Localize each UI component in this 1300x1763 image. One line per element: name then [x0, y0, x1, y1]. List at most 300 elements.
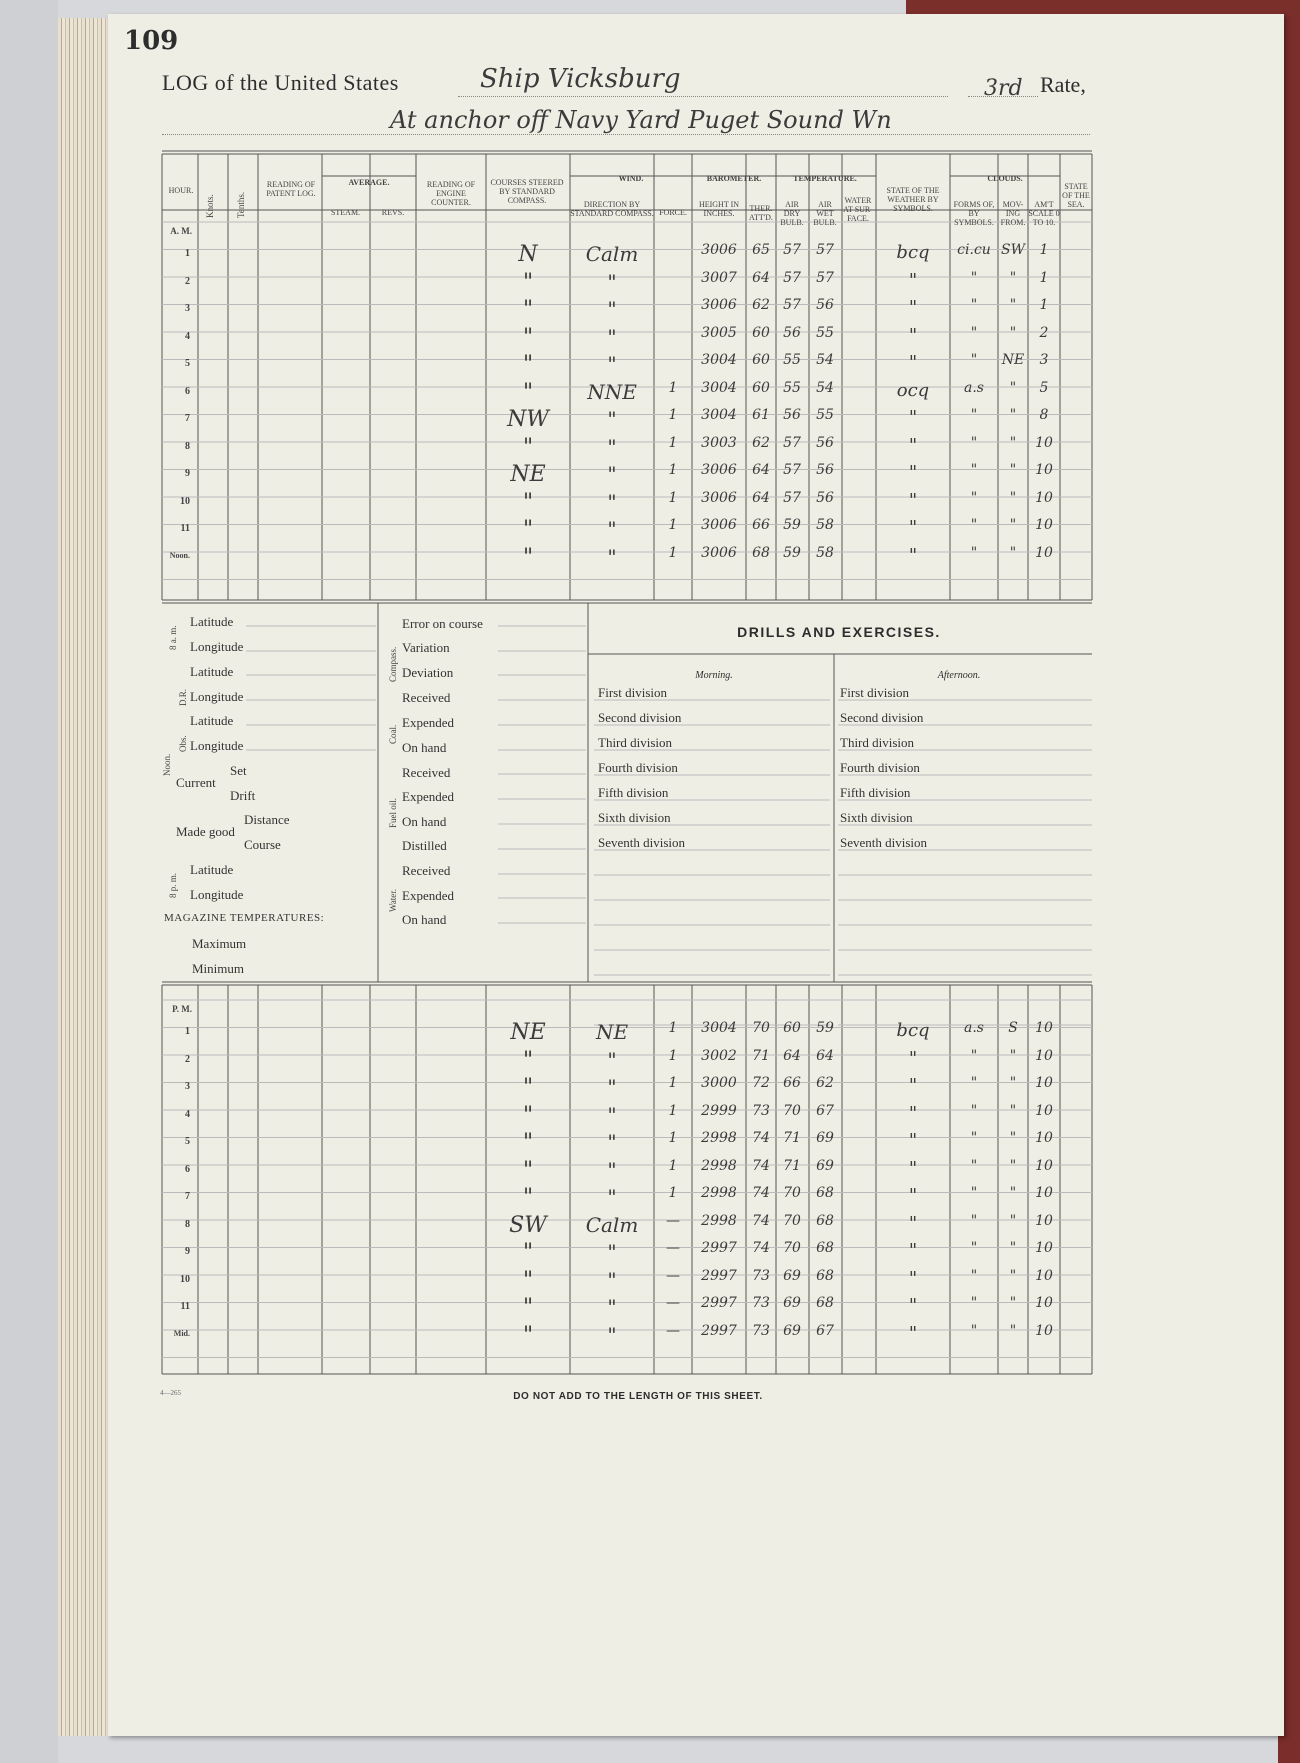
afternoon-division-7: Seventh division [840, 835, 928, 850]
am-moving: " [1009, 324, 1017, 341]
page-number: 109 [124, 26, 179, 56]
am-dry: 57 [783, 269, 801, 286]
am-forms: " [970, 407, 978, 423]
am-dry: 57 [783, 242, 801, 258]
pm-weather: " [908, 1157, 918, 1179]
rate-suffix: Rate, [1040, 72, 1086, 97]
am-moving: " [1009, 434, 1017, 451]
pm-forms: " [970, 1267, 978, 1284]
am-amount: 3 [1039, 352, 1049, 368]
am-forms: " [970, 544, 978, 561]
pm-amount: 10 [1035, 1267, 1053, 1284]
coal-received-label: Received [402, 690, 451, 705]
pm-course: " [522, 1322, 534, 1348]
am-hour: 9 [185, 468, 190, 479]
am-weather: " [908, 489, 918, 511]
morning-label: Morning. [695, 670, 733, 681]
pm-weather: " [908, 1212, 918, 1234]
am-direction: " [607, 269, 617, 294]
pm-amount: 10 [1035, 1102, 1053, 1119]
hdr-ther: THER. ATT'D. [749, 204, 773, 222]
pm-wet: 68 [816, 1212, 834, 1229]
pm-direction: " [607, 1240, 617, 1264]
pm-forms: " [970, 1130, 978, 1146]
am-course: " [522, 489, 534, 515]
am-forms: a.s [964, 379, 984, 396]
pm-forms: " [970, 1322, 978, 1339]
pm-hour: 5 [185, 1136, 190, 1147]
location: At anchor off Navy Yard Puget Sound Wn [390, 106, 892, 134]
pm-dry: 70 [783, 1240, 801, 1256]
afternoon-division-4: Fourth division [840, 760, 920, 775]
pm-label: P. M. [172, 1004, 192, 1014]
footer-notice: DO NOT ADD TO THE LENGTH OF THIS SHEET. [513, 1391, 763, 1402]
am-force: 1 [668, 544, 678, 561]
pm-direction: " [607, 1185, 617, 1209]
pm-hour: 9 [185, 1246, 190, 1257]
hdr-wet: AIR WET BULB. [813, 200, 837, 227]
am-height: 3006 [701, 297, 737, 313]
hdr-tenths: Tenths. [236, 191, 246, 218]
pm-amount: 10 [1035, 1130, 1053, 1146]
pm-force: 1 [668, 1102, 678, 1119]
pm-force: 1 [668, 1157, 678, 1174]
am-ther: 68 [752, 544, 770, 561]
pm-direction: NE [595, 1020, 629, 1044]
am-height: 3006 [701, 489, 737, 506]
am-amount: 2 [1039, 324, 1049, 341]
am-weather: " [908, 517, 918, 538]
pm-course: " [522, 1102, 534, 1128]
water-expended-label: Expended [402, 888, 454, 903]
pm-force: 1 [668, 1020, 678, 1036]
pm-hour: 4 [185, 1108, 190, 1120]
am-course: " [522, 352, 534, 377]
hdr-water: WATER AT SUR-FACE. [843, 196, 873, 223]
am-force: 1 [668, 517, 678, 533]
am-amount: 10 [1035, 462, 1053, 478]
page-edges [58, 18, 108, 1736]
oil-received-label: Received [402, 765, 451, 780]
pm-weather: " [908, 1102, 918, 1124]
am-forms: ci.cu [957, 242, 991, 258]
pm-wet: 68 [816, 1240, 834, 1256]
morning-division-5: Fifth division [598, 785, 669, 800]
am-wet: 58 [816, 544, 834, 561]
pm-weather: " [908, 1075, 918, 1096]
afternoon-division-1: First division [840, 685, 909, 700]
am-hour: 8 [185, 440, 190, 452]
am-height: 3004 [701, 407, 737, 423]
pm-course: " [522, 1295, 534, 1320]
hdr-knots: Knots. [205, 194, 215, 218]
am-weather: " [908, 269, 918, 291]
pm-direction: " [607, 1157, 617, 1182]
am-moving: SW [1001, 242, 1025, 258]
am-moving: " [1009, 379, 1017, 396]
am-label: A. M. [170, 226, 192, 236]
pm-weather: " [908, 1047, 918, 1069]
compass-tag: Compass. [388, 646, 398, 682]
am-hour: Noon. [169, 550, 190, 560]
error-on-course-label: Error on course [402, 616, 483, 631]
am-weather: " [908, 462, 918, 483]
pm-hour: 6 [185, 1163, 190, 1175]
pm-moving: " [1009, 1157, 1017, 1174]
am-height: 3004 [701, 352, 737, 368]
afternoon-division-3: Third division [840, 735, 915, 750]
pm-course: " [522, 1267, 534, 1293]
pm-weather: " [908, 1185, 918, 1206]
pm-ther: 72 [752, 1075, 770, 1091]
pm-wet: 69 [816, 1157, 834, 1174]
morning-division-3: Third division [598, 735, 673, 750]
hdr-engine-counter: READING OF ENGINE COUNTER. [426, 180, 476, 207]
am-wet: 56 [816, 297, 834, 313]
pm-wet: 59 [816, 1020, 834, 1036]
am-weather: " [908, 352, 918, 373]
afternoon-division-2: Second division [840, 710, 924, 725]
am-course: " [522, 269, 534, 295]
am-ther: 65 [752, 242, 770, 258]
am-forms: " [970, 324, 978, 341]
afternoon-label: Afternoon. [937, 670, 981, 681]
pm-weather: " [908, 1295, 918, 1316]
pm-force: — [666, 1322, 680, 1339]
pm-dry: 66 [783, 1075, 801, 1091]
pm-weather: " [908, 1322, 918, 1344]
morning-division-1: First division [598, 685, 667, 700]
pm-moving: " [1009, 1267, 1017, 1284]
am-height: 3006 [701, 544, 737, 561]
am-force: 1 [668, 434, 678, 451]
pm-forms: " [970, 1295, 978, 1311]
pm-forms: " [970, 1157, 978, 1174]
pm-ther: 73 [752, 1102, 770, 1119]
pm-moving: " [1009, 1322, 1017, 1339]
am-weather: " [908, 434, 918, 456]
am-moving: " [1009, 544, 1017, 561]
am-hour: 6 [185, 385, 190, 397]
pm-wet: 64 [816, 1047, 834, 1064]
hdr-average: AVERAGE. [348, 178, 390, 187]
pm-forms: " [970, 1212, 978, 1229]
pm-amount: 10 [1035, 1295, 1053, 1311]
pm-dry: 70 [783, 1102, 801, 1119]
am-ther: 66 [752, 517, 770, 533]
hdr-sea: STATE OF THE SEA. [1062, 182, 1090, 209]
hdr-height: HEIGHT IN INCHES. [698, 200, 740, 218]
maximum-label: Maximum [192, 936, 247, 951]
am-wet: 55 [816, 407, 834, 423]
dr-longitude: Longitude [190, 689, 244, 704]
am-hour: 2 [185, 275, 190, 287]
drift-label: Drift [230, 788, 256, 803]
am-amount: 1 [1039, 297, 1049, 313]
pm-force: — [666, 1295, 680, 1311]
am-wet: 54 [816, 379, 834, 396]
variation-label: Variation [402, 640, 450, 655]
am-dry: 57 [783, 434, 801, 451]
am-moving: " [1009, 407, 1017, 423]
pm-moving: " [1009, 1102, 1017, 1119]
am-ther: 62 [752, 297, 770, 313]
pm-course: " [522, 1185, 534, 1210]
pm-force: — [666, 1240, 680, 1256]
am-height: 3005 [701, 324, 737, 341]
afternoon-division-5: Fifth division [840, 785, 911, 800]
am-direction: " [607, 297, 617, 321]
pm-hour: 11 [180, 1301, 190, 1312]
am-ther: 60 [752, 379, 770, 396]
pm-height: 2998 [701, 1130, 737, 1146]
am-height: 3006 [701, 517, 737, 533]
am-forms: " [970, 462, 978, 478]
deviation-label: Deviation [402, 665, 454, 680]
pm-moving: " [1009, 1130, 1017, 1146]
am-direction: " [607, 517, 617, 541]
pm-amount: 10 [1035, 1212, 1053, 1229]
am-course: " [522, 434, 534, 460]
am-wet: 58 [816, 517, 834, 533]
hdr-courses: COURSES STEERED BY STANDARD COMPASS. [490, 178, 564, 205]
oil-expended-label: Expended [402, 789, 454, 804]
am-dry: 55 [783, 352, 801, 368]
pm-amount: 10 [1035, 1322, 1053, 1339]
am-forms: " [970, 434, 978, 451]
pm-dry: 71 [783, 1157, 801, 1174]
am-wet: 54 [816, 352, 834, 368]
am8-tag: 8 a. m. [168, 625, 178, 650]
am-hour: 11 [180, 523, 190, 534]
water-tag: Water. [388, 888, 398, 912]
am-direction: " [607, 352, 617, 376]
am-amount: 5 [1039, 379, 1049, 396]
am8-longitude: Longitude [190, 639, 244, 654]
am-wet: 57 [816, 242, 834, 258]
am-forms: " [970, 489, 978, 506]
pm-amount: 10 [1035, 1075, 1053, 1091]
pm-height: 2998 [701, 1212, 737, 1229]
hdr-barometer: BAROMETER. [706, 174, 762, 183]
pm-dry: 69 [783, 1295, 801, 1311]
pm-hour: 10 [180, 1273, 190, 1285]
book-binding [0, 0, 58, 1763]
pm-forms: " [970, 1047, 978, 1064]
am-ther: 64 [752, 269, 770, 286]
pm-weather: " [908, 1240, 918, 1261]
am-course: " [522, 324, 534, 350]
am8-latitude: Latitude [190, 614, 234, 629]
made-good-label: Made good [176, 824, 235, 839]
pm-ther: 74 [752, 1130, 770, 1146]
am-forms: " [970, 352, 978, 368]
pm-amount: 10 [1035, 1047, 1053, 1064]
pm-hour: 3 [185, 1081, 190, 1092]
am-force: 1 [668, 407, 678, 423]
pm-direction: " [607, 1322, 617, 1347]
am-moving: " [1009, 269, 1017, 286]
pm-ther: 74 [752, 1185, 770, 1201]
pm-force: 1 [668, 1185, 678, 1201]
pm-moving: " [1009, 1185, 1017, 1201]
pm8-tag: 8 p. m. [168, 872, 178, 898]
pm-ther: 74 [752, 1212, 770, 1229]
noon-tag: Noon. [162, 753, 172, 776]
am-dry: 56 [783, 407, 801, 423]
am-dry: 59 [783, 517, 801, 533]
pm-height: 2998 [701, 1157, 737, 1174]
am-moving: " [1009, 297, 1017, 313]
pm-amount: 10 [1035, 1157, 1053, 1174]
pm-forms: " [970, 1102, 978, 1119]
pm-height: 3004 [701, 1020, 737, 1036]
pm-wet: 68 [816, 1295, 834, 1311]
am-weather: bcq [896, 242, 930, 263]
pm-height: 2997 [701, 1295, 737, 1311]
pm-height: 2997 [701, 1322, 737, 1339]
pm8-longitude: Longitude [190, 887, 244, 902]
pm8-latitude: Latitude [190, 862, 234, 877]
title-prefix: LOG of the United States [162, 70, 399, 95]
pm-hour: 8 [185, 1218, 190, 1230]
pm-dry: 71 [783, 1130, 801, 1146]
water-received-label: Received [402, 863, 451, 878]
am-dry: 55 [783, 379, 801, 396]
dr-latitude: Latitude [190, 664, 234, 679]
am-wet: 57 [816, 269, 834, 286]
hdr-revs: REVS. [381, 208, 405, 217]
pm-forms: " [970, 1185, 978, 1201]
am-dry: 57 [783, 462, 801, 478]
am-direction: " [607, 324, 617, 349]
oil-on-hand-label: On hand [402, 814, 447, 829]
pm-height: 2998 [701, 1185, 737, 1201]
pm-amount: 10 [1035, 1185, 1053, 1201]
pm-direction: " [607, 1267, 617, 1292]
pm-amount: 10 [1035, 1020, 1053, 1036]
am-weather: ocq [896, 379, 930, 401]
pm-height: 2999 [701, 1102, 737, 1119]
am-weather: " [908, 324, 918, 346]
pm-moving: " [1009, 1240, 1017, 1256]
am-moving: " [1009, 517, 1017, 533]
am-moving: " [1009, 489, 1017, 506]
pm-direction: " [607, 1130, 617, 1154]
pm-wet: 69 [816, 1130, 834, 1146]
pm-forms: a.s [964, 1020, 984, 1036]
hdr-forms: FORMS OF, BY SYMBOLS. [953, 200, 995, 227]
hdr-amount: AM'T SCALE 0 TO 10. [1028, 200, 1060, 227]
am-amount: 8 [1039, 407, 1049, 423]
am-ther: 64 [752, 462, 770, 478]
magazine-label: MAGAZINE TEMPERATURES: [164, 912, 325, 924]
pm-weather: " [908, 1130, 918, 1151]
am-dry: 57 [783, 489, 801, 506]
am-force: 1 [668, 462, 678, 478]
hdr-moving: MOV-ING FROM. [1000, 200, 1026, 227]
am-amount: 10 [1035, 517, 1053, 533]
hdr-weather: STATE OF THE WEATHER BY SYMBOLS. [886, 186, 940, 213]
am-wet: 56 [816, 462, 834, 478]
pm-wet: 62 [816, 1075, 834, 1091]
morning-division-2: Second division [598, 710, 682, 725]
rate-value: 3rd [984, 76, 1023, 101]
am-wet: 55 [816, 324, 834, 341]
current-label: Current [176, 775, 216, 790]
hdr-force: FORCE. [659, 208, 687, 217]
pm-dry: 60 [783, 1020, 801, 1036]
am-ther: 60 [752, 324, 770, 341]
pm-force: 1 [668, 1075, 678, 1091]
am-ther: 60 [752, 352, 770, 368]
pm-dry: 69 [783, 1267, 801, 1284]
pm-ther: 74 [752, 1157, 770, 1174]
pm-hour: 1 [185, 1026, 190, 1037]
am-course: NW [507, 407, 549, 432]
am-height: 3007 [701, 269, 737, 286]
am-direction: " [607, 434, 617, 459]
pm-wet: 67 [816, 1322, 834, 1339]
pm-moving: " [1009, 1047, 1017, 1064]
pm-course: NE [510, 1020, 546, 1045]
pm-direction: " [607, 1047, 617, 1072]
am-force: 1 [668, 379, 678, 396]
obs-tag: Obs. [178, 735, 188, 752]
morning-division-4: Fourth division [598, 760, 678, 775]
am-hour: 10 [180, 495, 190, 507]
am-weather: " [908, 407, 918, 428]
pm-hour: Mid. [173, 1328, 190, 1338]
hdr-clouds: CLOUDS. [987, 174, 1023, 183]
am-forms: " [970, 517, 978, 533]
am-amount: 1 [1039, 269, 1049, 286]
distance-label: Distance [244, 812, 290, 827]
hdr-temperature: TEMPERATURE. [793, 174, 857, 183]
pm-height: 3000 [701, 1075, 737, 1091]
pm-course: " [522, 1240, 534, 1265]
pm-ther: 71 [752, 1047, 770, 1064]
pm-height: 2997 [701, 1267, 737, 1284]
coal-tag: Coal. [388, 724, 398, 744]
morning-division-6: Sixth division [598, 810, 671, 825]
am-direction: Calm [585, 242, 639, 266]
am-course: NE [510, 462, 546, 487]
am-force: 1 [668, 489, 678, 506]
am-amount: 10 [1035, 489, 1053, 506]
am-ther: 61 [752, 407, 770, 423]
dr-tag: D.R. [178, 688, 188, 706]
pm-moving: " [1009, 1212, 1017, 1229]
pm-force: 1 [668, 1130, 678, 1146]
pm-direction: " [607, 1102, 617, 1127]
hdr-wind: WIND. [618, 174, 644, 183]
hdr-dry: AIR DRY BULB. [780, 200, 804, 227]
am-hour: 7 [185, 413, 190, 424]
pm-course: " [522, 1130, 534, 1155]
am-course: " [522, 544, 534, 570]
pm-direction: " [607, 1295, 617, 1319]
am-height: 3003 [701, 434, 737, 451]
pm-moving: " [1009, 1295, 1017, 1311]
pm-force: — [666, 1212, 680, 1229]
pm-forms: " [970, 1240, 978, 1256]
pm-hour: 7 [185, 1191, 190, 1202]
am-wet: 56 [816, 434, 834, 451]
pm-weather: " [908, 1267, 918, 1289]
am-moving: " [1009, 462, 1017, 478]
obs-latitude: Latitude [190, 713, 234, 728]
